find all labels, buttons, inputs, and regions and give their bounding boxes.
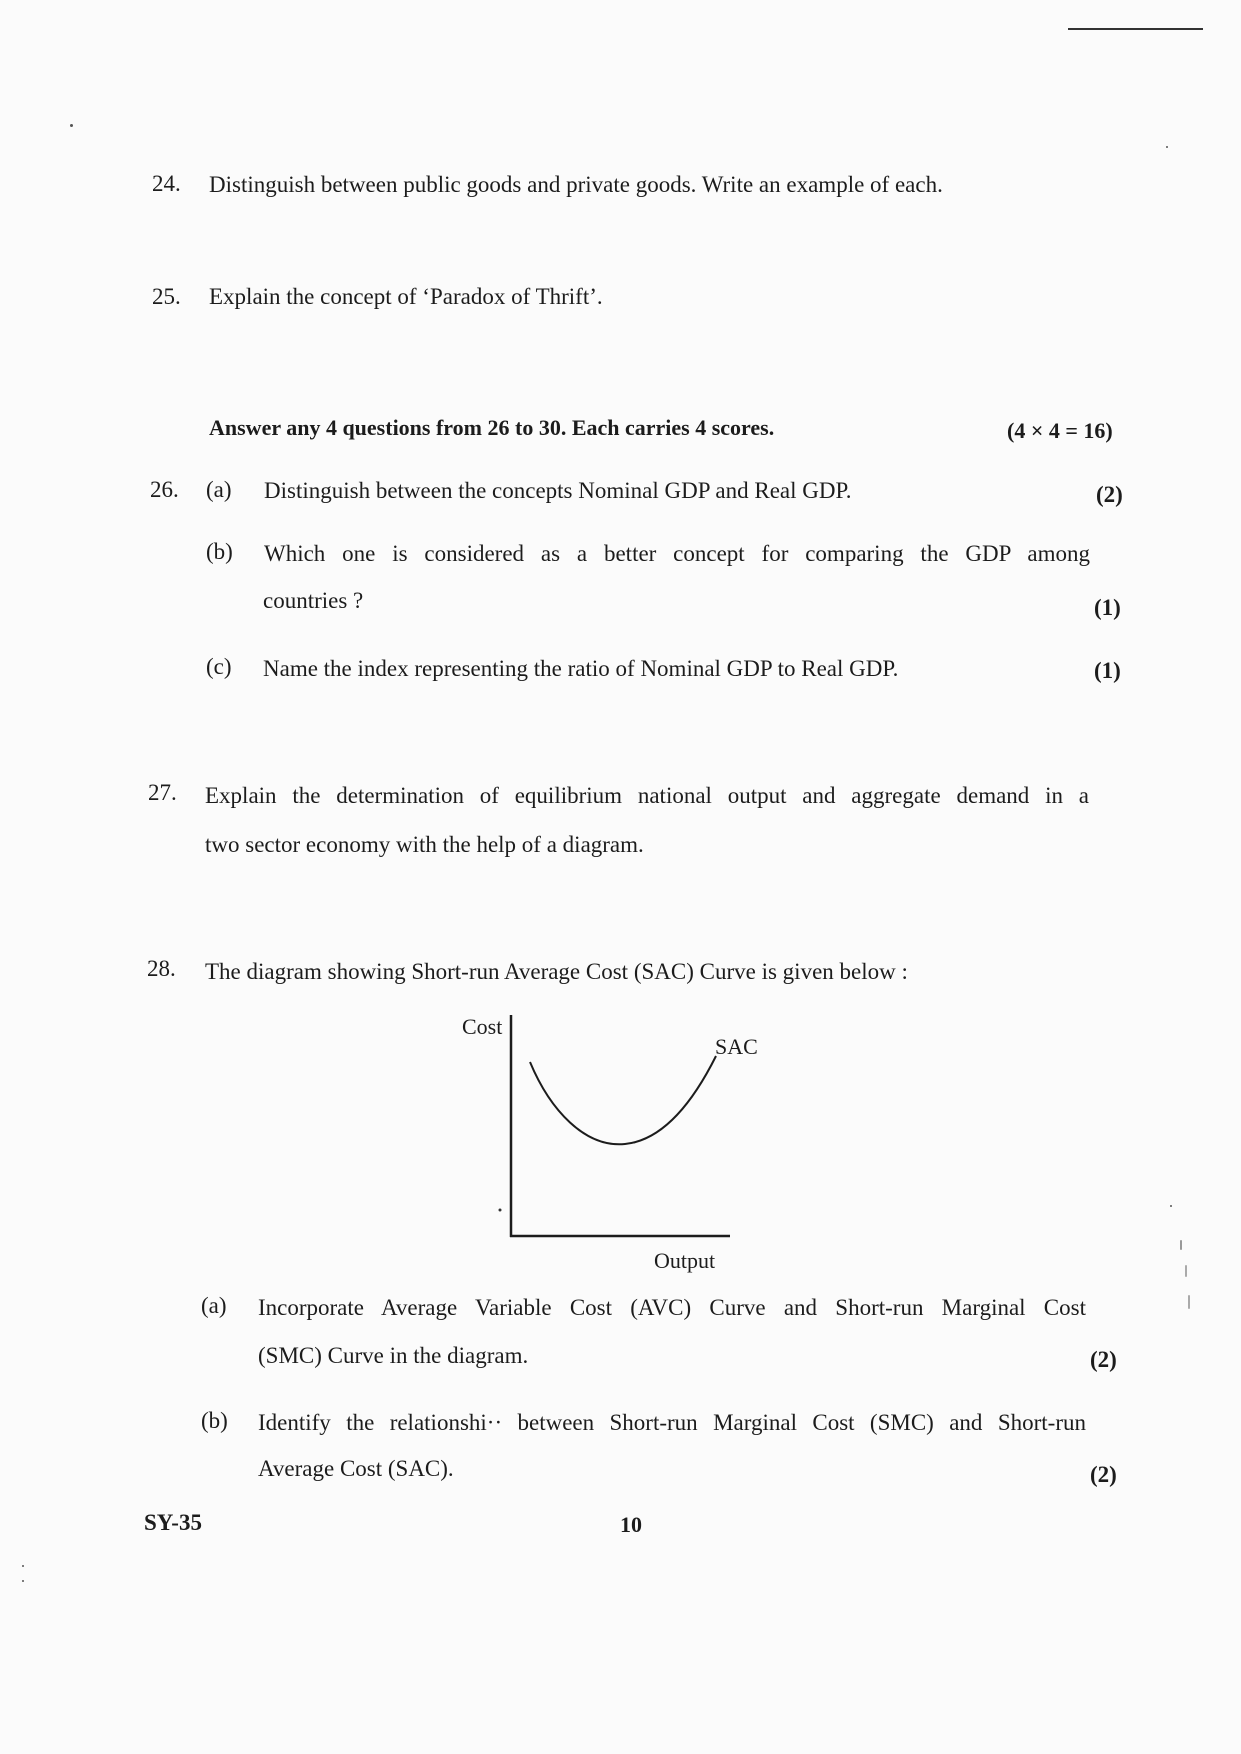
question-26-number: 26.	[150, 477, 179, 502]
scan-speck	[1166, 146, 1168, 148]
output-axis-label: Output	[654, 1248, 716, 1273]
paper-code: SY-35	[144, 1510, 202, 1535]
scan-speck	[1170, 1205, 1172, 1207]
speck	[499, 1209, 502, 1212]
sac-curve-label: SAC	[715, 1034, 758, 1059]
question-27-line2: two sector economy with the help of a diagram.	[205, 832, 644, 857]
scan-speck	[1188, 1295, 1190, 1309]
question-24-number: 24.	[152, 171, 181, 196]
question-28b-label: (b)	[201, 1408, 228, 1433]
section-marks: (4 × 4 = 16)	[1007, 418, 1113, 443]
page-number: 10	[620, 1512, 642, 1537]
question-28a-label: (a)	[201, 1293, 227, 1318]
question-27-number: 27.	[148, 780, 177, 805]
cost-axis-label: Cost	[462, 1014, 503, 1039]
question-26b-label: (b)	[206, 539, 233, 564]
scan-speck	[22, 1580, 24, 1582]
question-28b-line1: Identify the relationshi·· between Short-run Marginal Cost (SMC) and Short-run	[258, 1410, 1086, 1435]
scan-speck	[70, 124, 73, 127]
top-rule	[1068, 28, 1203, 30]
question-28b-marks: (2)	[1090, 1462, 1117, 1487]
sac-diagram	[440, 1000, 770, 1280]
scan-speck	[1180, 1240, 1182, 1250]
question-28-text: The diagram showing Short-run Average Cost (SAC) Curve is given below :	[205, 959, 908, 984]
question-26b-line2: countries ?	[263, 588, 364, 613]
question-28a-line1: Incorporate Average Variable Cost (AVC) Curve and Short-run Marginal Cost	[258, 1295, 1086, 1320]
question-26a-marks: (2)	[1096, 482, 1123, 507]
question-26c-text: Name the index representing the ratio of Nominal GDP to Real GDP.	[263, 656, 899, 681]
question-28a-line2: (SMC) Curve in the diagram.	[258, 1343, 529, 1368]
question-28a-marks: (2)	[1090, 1347, 1117, 1372]
question-28-number: 28.	[147, 956, 176, 981]
question-26c-label: (c)	[206, 654, 232, 679]
question-26b-marks: (1)	[1094, 595, 1121, 620]
question-25-number: 25.	[152, 284, 181, 309]
scan-speck	[22, 1565, 24, 1567]
question-25-text: Explain the concept of ‘Paradox of Thrift’.	[209, 284, 603, 309]
sac-curve	[530, 1056, 716, 1144]
question-28b-line2: Average Cost (SAC).	[258, 1456, 454, 1481]
scan-speck	[1185, 1265, 1187, 1277]
section-instruction: Answer any 4 questions from 26 to 30. Each carries 4 scores.	[209, 415, 775, 440]
question-24-text: Distinguish between public goods and private goods. Write an example of each.	[209, 172, 943, 197]
question-26a-label: (a)	[206, 477, 232, 502]
question-27-line1: Explain the determination of equilibrium national output and aggregate demand in a	[205, 783, 1089, 808]
question-26a-text: Distinguish between the concepts Nominal GDP and Real GDP.	[264, 478, 852, 503]
question-26b-line1: Which one is considered as a better concept for comparing the GDP among	[264, 541, 1090, 566]
question-26c-marks: (1)	[1094, 658, 1121, 683]
